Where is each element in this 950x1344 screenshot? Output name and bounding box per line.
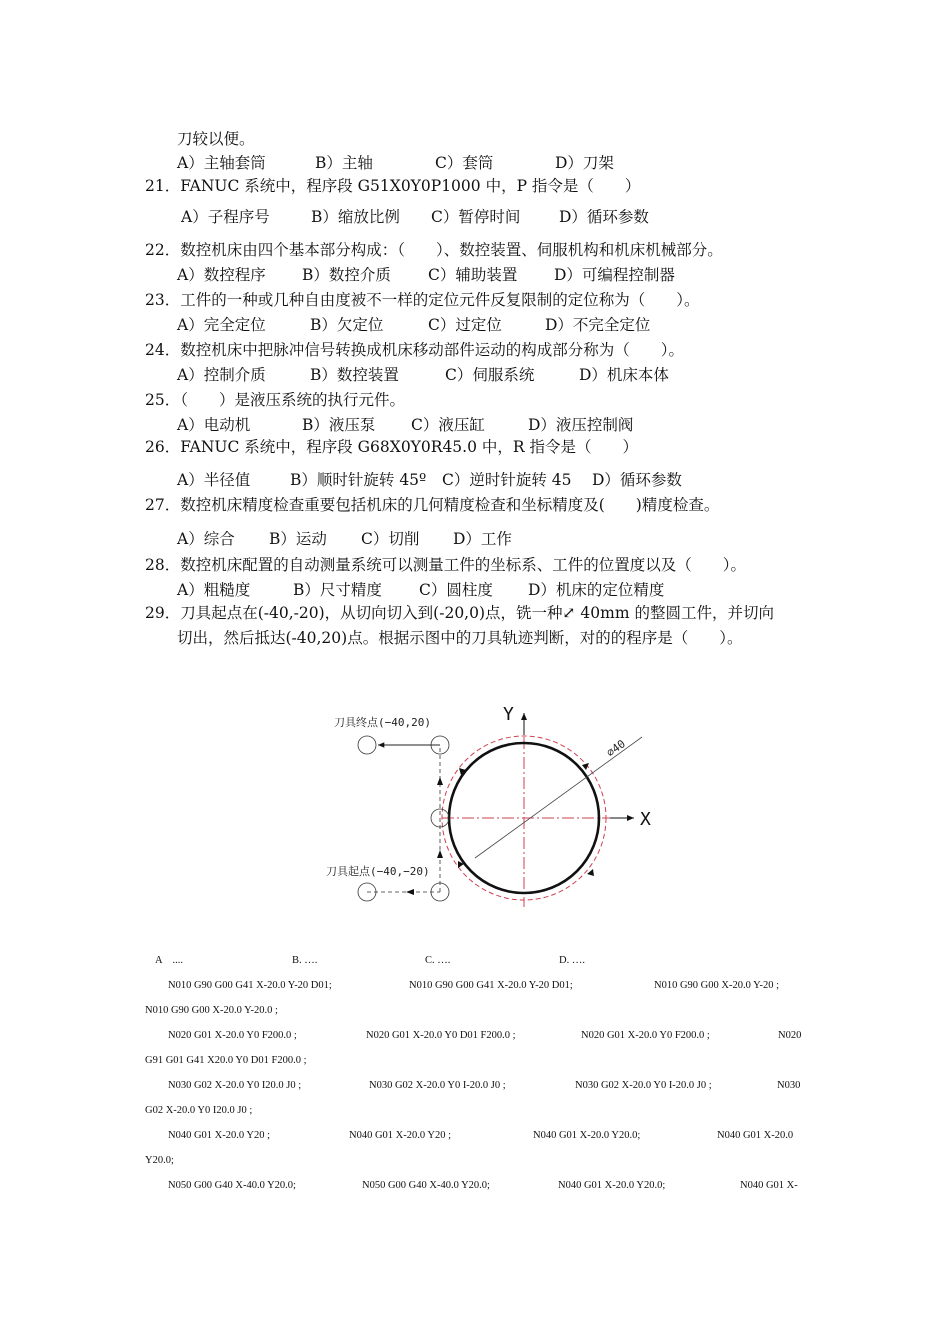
code-cell-continuation: G91 G01 G41 X20.0 Y0 D01 F200.0 ; xyxy=(145,1055,307,1066)
question-number: 29． xyxy=(145,604,181,622)
code-cell: N010 G90 G00 G41 X-20.0 Y-20 D01; xyxy=(409,980,573,991)
question-24 xyxy=(145,340,684,360)
q22-option-b: B）数控介质 xyxy=(302,266,391,284)
question-text: FANUC 系统中，程序段 G51X0Y0P1000 中，P 指令是（ ） xyxy=(180,177,641,195)
q28-option-a: A）粗糙度 xyxy=(177,581,251,599)
code-cell: N030 xyxy=(777,1080,801,1091)
q23-option-b: B）欠定位 xyxy=(310,316,384,334)
code-cell: N020 G01 X-20.0 Y0 D01 F200.0 ; xyxy=(366,1030,516,1041)
tool-end-circle xyxy=(358,736,376,754)
question-number: 28． xyxy=(145,556,181,574)
q26-option-b: B）顺时针旋转 45º xyxy=(290,471,427,489)
approach-arrow xyxy=(406,889,414,895)
question-number: 22． xyxy=(145,241,181,259)
q26-option-c: C）逆时针旋转 45 xyxy=(442,471,572,489)
code-cell: N020 G01 X-20.0 Y0 F200.0 ; xyxy=(168,1030,297,1041)
answer-label-d: D. …. xyxy=(559,955,585,966)
code-cell: N030 G02 X-20.0 Y0 I-20.0 J0 ; xyxy=(369,1080,506,1091)
question-text: FANUC 系统中，程序段 G68X0Y0R45.0 中，R 指令是（ ） xyxy=(180,438,638,456)
q25-option-c: C）液压缸 xyxy=(411,416,485,434)
direction-marker xyxy=(587,869,594,876)
q25-option-d: D）液压控制阀 xyxy=(528,416,634,434)
q26-option-a: A）半径值 xyxy=(177,471,251,489)
q25-option-a: A）电动机 xyxy=(177,416,251,434)
x-axis-label: X xyxy=(640,809,651,830)
tool-end-label: 刀具终点(−40,20) xyxy=(334,716,431,729)
answer-label-b: B. …. xyxy=(292,955,318,966)
question-23 xyxy=(145,290,700,310)
question-27 xyxy=(145,495,719,515)
q28-option-c: C）圆柱度 xyxy=(419,581,493,599)
intro-option-a: A）主轴套筒 xyxy=(177,154,266,172)
q22-option-c: C）辅助装置 xyxy=(428,266,518,284)
path-arrow xyxy=(437,850,443,858)
question-text: （ ）是液压系统的执行元件。 xyxy=(180,391,405,409)
question-number: 23． xyxy=(145,291,181,309)
question-text: 数控机床精度检查重要包括机床的几何精度检查和坐标精度及( )精度检查。 xyxy=(180,496,720,514)
intro-option-d: D）刀架 xyxy=(555,154,614,172)
q24-option-a: A）控制介质 xyxy=(177,366,266,384)
question-text: 数控机床配置的自动测量系统可以测量工件的坐标系、工件的位置度以及（ ）。 xyxy=(180,556,746,574)
diameter-label: ∅40 xyxy=(604,737,628,760)
q21-option-d: D）循环参数 xyxy=(559,208,649,226)
question-28 xyxy=(145,555,746,575)
question-29-line2: 切出，然后抵达(-40,20)点。根据示图中的刀具轨迹判断，对的的程序是（ ）。 xyxy=(177,629,743,647)
code-cell: N010 G90 G00 G41 X-20.0 Y-20 D01; xyxy=(168,980,332,991)
question-number: 21． xyxy=(145,177,181,195)
question-number: 27． xyxy=(145,496,181,514)
code-cell: N040 G01 X-20.0 Y20.0; xyxy=(558,1180,666,1191)
code-cell: N020 G01 X-20.0 Y0 F200.0 ; xyxy=(581,1030,710,1041)
code-cell: N050 G00 G40 X-40.0 Y20.0; xyxy=(168,1180,296,1191)
question-text: 工件的一种或几种自由度被不一样的定位元件反复限制的定位称为（ ）。 xyxy=(180,291,700,309)
question-number: 26． xyxy=(145,438,181,456)
question-29 xyxy=(145,603,774,623)
code-cell: N040 G01 X-20.0 xyxy=(717,1130,794,1141)
q28-option-d: D）机床的定位精度 xyxy=(528,581,665,599)
q21-option-a: A）子程序号 xyxy=(181,208,270,226)
tool-path-diagram xyxy=(320,695,660,910)
q23-option-a: A）完全定位 xyxy=(177,316,266,334)
q21-option-c: C）暂停时间 xyxy=(431,208,521,226)
q22-option-d: D）可编程控制器 xyxy=(554,266,675,284)
q21-option-b: B）缩放比例 xyxy=(311,208,400,226)
code-cell-continuation: N010 G90 G00 X-20.0 Y-20.0 ; xyxy=(145,1005,278,1016)
intro-option-b: B）主轴 xyxy=(315,154,373,172)
question-number: 24． xyxy=(145,341,181,359)
q24-option-c: C）伺服系统 xyxy=(445,366,535,384)
tool-start-label: 刀具起点(−40,−20) xyxy=(326,865,430,878)
code-cell: N040 G01 X-20.0 Y20 ; xyxy=(349,1130,451,1141)
code-cell: N020 xyxy=(778,1030,802,1041)
intro-option-c: C）套筒 xyxy=(435,154,494,172)
q27-option-c: C）切削 xyxy=(361,530,420,548)
q23-option-c: C）过定位 xyxy=(428,316,502,334)
code-cell: N030 G02 X-20.0 Y0 I20.0 J0 ; xyxy=(168,1080,302,1091)
code-cell: N010 G90 G00 X-20.0 Y-20 ; xyxy=(654,980,780,991)
q24-option-d: D）机床本体 xyxy=(579,366,669,384)
question-21 xyxy=(145,176,640,196)
question-25 xyxy=(145,390,405,410)
q25-option-b: B）液压泵 xyxy=(302,416,376,434)
question-22 xyxy=(145,240,723,260)
question-text: 数控机床由四个基本部分构成：（ ）、数控装置、伺服机构和机床机械部分。 xyxy=(180,241,723,259)
code-cell: N040 G01 X-20.0 Y20 ; xyxy=(168,1130,270,1141)
code-cell: N030 G02 X-20.0 Y0 I-20.0 J0 ; xyxy=(575,1080,712,1091)
answer-label-c: C. …. xyxy=(425,955,451,966)
question-text: 刀具起点在(-40,-20)，从切向切入到(-20,0)点，铣一种⤢ 40mm 的整圆工件，并切向 xyxy=(180,604,774,622)
code-cell: N040 G01 X- xyxy=(740,1180,798,1191)
answer-label-a: A .... xyxy=(155,955,184,966)
y-axis-label: Y xyxy=(503,704,514,725)
code-cell-continuation: G02 X-20.0 Y0 I20.0 J0 ; xyxy=(145,1105,253,1116)
q28-option-b: B）尺寸精度 xyxy=(293,581,382,599)
code-cell: N040 G01 X-20.0 Y20.0; xyxy=(533,1130,641,1141)
q24-option-b: B）数控装置 xyxy=(310,366,399,384)
q23-option-d: D）不完全定位 xyxy=(545,316,651,334)
q26-option-d: D）循环参数 xyxy=(592,471,682,489)
q27-option-d: D）工作 xyxy=(453,530,512,548)
q22-option-a: A）数控程序 xyxy=(177,266,266,284)
path-arrow xyxy=(437,777,443,785)
q27-option-a: A）综合 xyxy=(177,530,235,548)
question-text: 数控机床中把脉冲信号转换成机床移动部件运动的构成部分称为（ ）。 xyxy=(180,341,684,359)
intro-line: 刀较以便。 xyxy=(177,130,255,148)
code-cell: N050 G00 G40 X-40.0 Y20.0; xyxy=(362,1180,490,1191)
question-26 xyxy=(145,437,638,457)
q27-option-b: B）运动 xyxy=(269,530,327,548)
code-cell-continuation: Y20.0; xyxy=(145,1155,174,1166)
question-number: 25． xyxy=(145,391,181,409)
